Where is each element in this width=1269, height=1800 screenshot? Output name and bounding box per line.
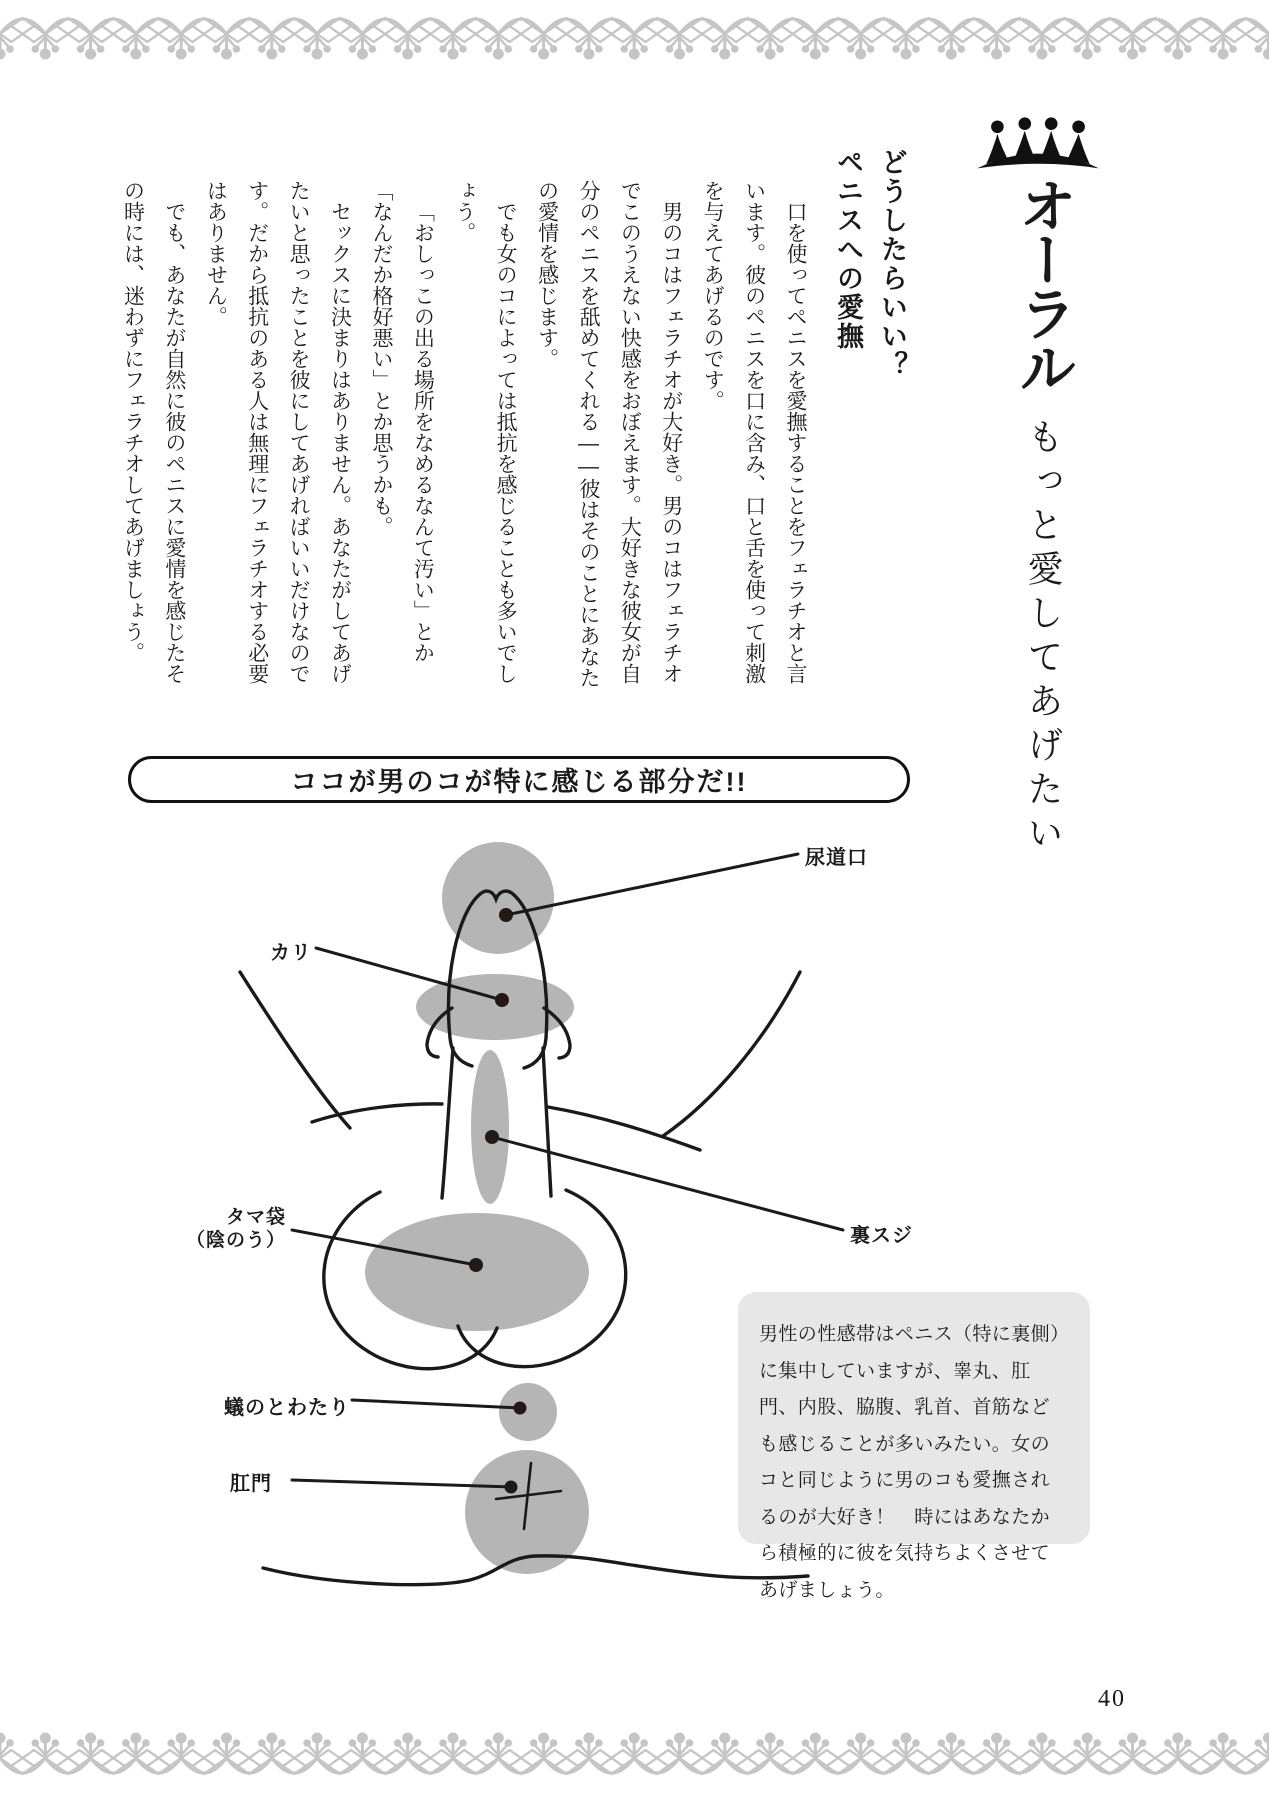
section-header: [822, 148, 914, 418]
page-subtitle: もっと愛してあげたい: [1023, 418, 1063, 858]
paragraph: 「おしっこの出る場所をなめるなんて汚い」とか「なんだか格好悪い」とか思うかも。: [369, 180, 435, 663]
figure-box-title-text: ココが男のコが特に感じる部分だ!!: [290, 767, 748, 797]
page-title: オーラル: [1010, 176, 1075, 392]
page-number: 40: [1098, 1686, 1126, 1712]
paragraph: 男のコはフェラチオが大好き。男のコはフェラチオでこのうえない快感をおぼえます。大好きな彼女が自分のペニスを舐めてくれる——彼はそのことにあなたの愛情を感じます。: [535, 180, 683, 688]
point-dots: [469, 908, 527, 1494]
paragraph: でも女のコによっては抵抗を感じることも多いでしょう。: [452, 180, 518, 684]
paragraph: セックスに決まりはありません。あなたがしてあげたいと思ったことを彼にしてあげればいいだけなのです。だから抵抗のある人は無理にフェラチオする必要はありません。: [204, 180, 352, 684]
section-header-line1: どうしたらいい？: [877, 148, 907, 380]
label-anus: 肛門: [230, 1473, 272, 1495]
label-meatus: 尿道口: [805, 847, 868, 869]
label-scrotum-line2: （陰のう）: [186, 1230, 287, 1251]
label-perineum: 蟻のとわたり: [224, 1397, 350, 1419]
note-box: [738, 1292, 1090, 1601]
crown-icon: [972, 114, 1104, 174]
anus-mark: [496, 1463, 561, 1529]
body-outline: [240, 891, 808, 1585]
label-scrotum: [186, 1206, 286, 1252]
paragraph: 口を使ってペニスを愛撫することをフェラチオと言います。彼のペニスを口に含み、口と舌を使って刺激を与えてあげるのです。: [701, 180, 807, 684]
erogenous-zone-shapes: [365, 842, 589, 1574]
lace-border-bottom: [0, 1726, 1269, 1800]
lace-border-top: [0, 0, 1269, 72]
figure-box-title: [128, 756, 910, 803]
label-kari: カリ: [270, 942, 312, 964]
section-header-line2: ペニスへの愛撫: [833, 148, 863, 351]
paragraph: でも、あなたが自然に彼のペニスに愛情を感じたその時には、迷わずにフェラチオしてあげましょう。: [121, 180, 186, 684]
note-text: 男性の性感帯はペニス（特に裏側）に集中していますが、睾丸、肛門、内股、脇腹、乳首、首筋なども感じることが多いみたい。女のコと同じように男のコも愛撫されるのが大好き！ 時にはあなたから積極的に彼を気持ちよくさせてあげましょう。: [759, 1324, 1060, 1601]
body-text: [102, 180, 816, 696]
label-scrotum-line1: タマ袋: [225, 1207, 286, 1228]
label-urasuji: 裏スジ: [850, 1225, 913, 1247]
